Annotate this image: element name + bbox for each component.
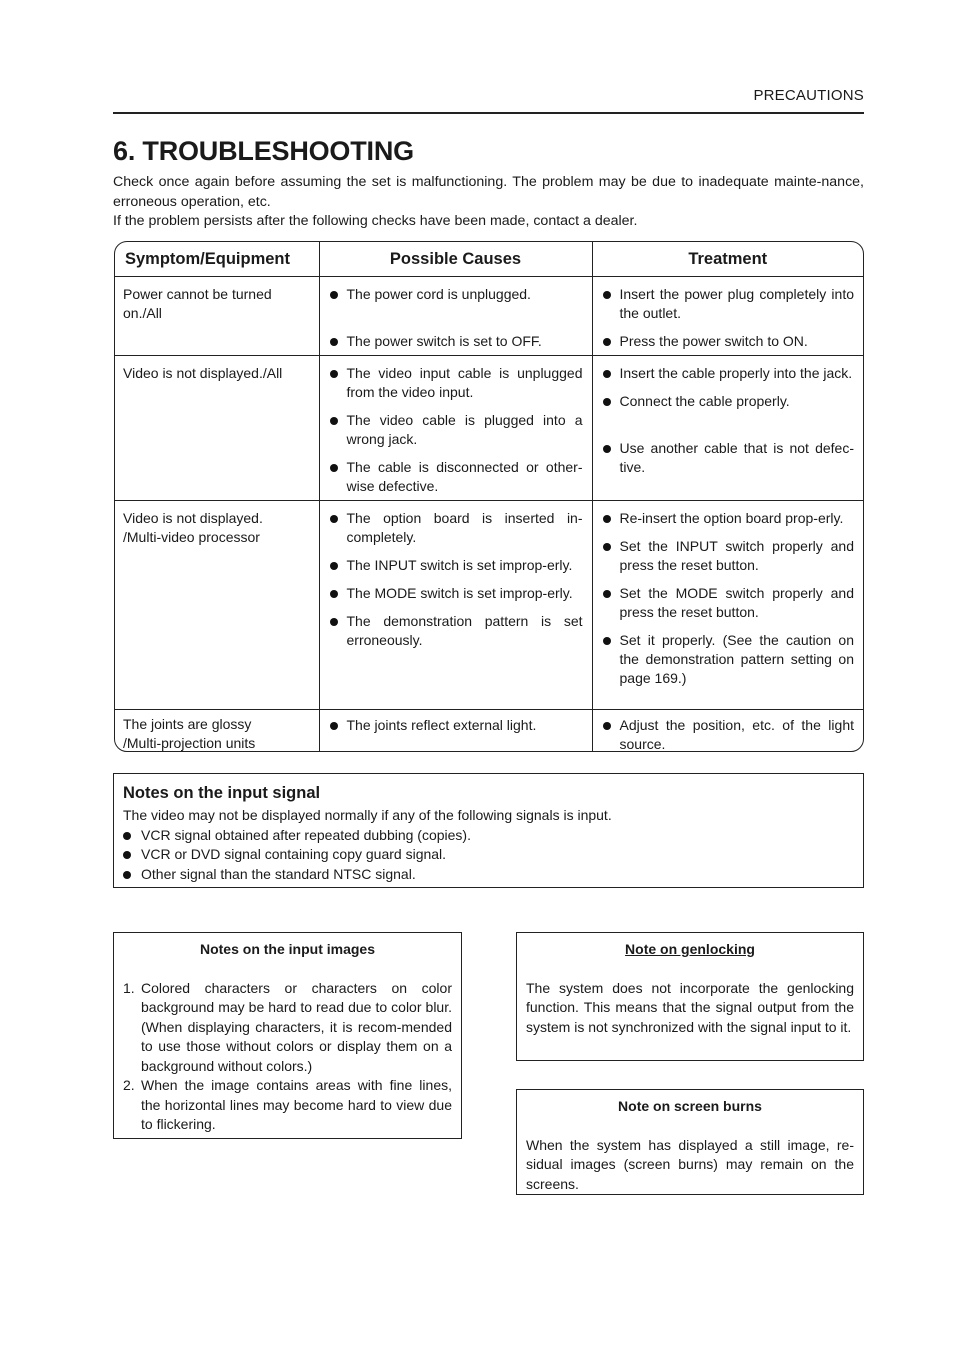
header-treatment: Treatment bbox=[592, 242, 863, 277]
cause-item: The option board is inserted in-completely. bbox=[330, 509, 583, 547]
item-number: 1. bbox=[123, 979, 135, 996]
treatment-cell bbox=[592, 277, 863, 356]
intro-line-1: Check once again before assuming the set is malfunctioning. The problem may be due to inadequate mainte-nance, erroneous operation, etc. bbox=[113, 174, 864, 210]
cause-item: The power switch is set to OFF. bbox=[330, 332, 583, 351]
symptom-line: Video is not displayed. bbox=[123, 510, 263, 526]
intro-line-2: If the problem persists after the following checks have been made, contact a dealer. bbox=[113, 213, 638, 229]
table-row bbox=[115, 710, 863, 753]
header-causes: Possible Causes bbox=[319, 242, 592, 277]
intro-text bbox=[113, 173, 864, 232]
treatment-item: Adjust the position, etc. of the light source. bbox=[603, 716, 855, 752]
symptom-line: /Multi-video processor bbox=[123, 529, 260, 545]
symptom-cell bbox=[115, 277, 319, 356]
signal-list-item: VCR signal obtained after repeated dubbing (copies). bbox=[123, 826, 854, 846]
treatment-item: Insert the cable properly into the jack. bbox=[603, 364, 855, 383]
treatment-item: Press the power switch to ON. bbox=[603, 332, 855, 351]
genlock-title: Note on genlocking bbox=[625, 941, 755, 957]
cause-item: The video input cable is unplugged from the video input. bbox=[330, 364, 583, 402]
table-row bbox=[115, 501, 863, 710]
treatment-item: Set it properly. (See the caution on the demonstration pattern setting on page 169.) bbox=[603, 631, 855, 688]
cause-item: The video cable is plugged into a wrong jack. bbox=[330, 411, 583, 449]
numbered-item bbox=[123, 979, 452, 1077]
notes-images-title: Notes on the input images bbox=[199, 941, 375, 957]
table-row bbox=[115, 356, 863, 501]
genlock-text: The system does not incorporate the genlocking function. This means that the signal output from the system is not synchronized with the signal input to it. bbox=[526, 979, 854, 1035]
section-header: PRECAUTIONS bbox=[753, 87, 864, 104]
causes-cell bbox=[319, 277, 592, 356]
symptom-cell bbox=[115, 501, 319, 710]
treatment-item: Connect the cable properly. bbox=[603, 392, 855, 411]
note-screen-burns-box bbox=[516, 1089, 864, 1195]
treatment-item: Insert the power plug completely into the outlet. bbox=[603, 285, 855, 323]
symptom-text: Power cannot be turned on./All bbox=[123, 286, 272, 321]
symptom-cell bbox=[115, 356, 319, 501]
treatment-item: Re-insert the option board prop-erly. bbox=[603, 509, 855, 528]
treatment-cell bbox=[592, 501, 863, 710]
treatment-item: Use another cable that is not defec-tive. bbox=[603, 439, 855, 477]
cause-item: The demonstration pattern is set erroneously. bbox=[330, 612, 583, 650]
item-text: When the image contains areas with fine lines, the horizontal lines may become hard to view due to flickering. bbox=[141, 1077, 452, 1132]
header-rule bbox=[113, 112, 864, 114]
burns-text: When the system has displayed a still image, re-sidual images (screen burns) may remain on the screens. bbox=[526, 1136, 854, 1192]
causes-cell bbox=[319, 501, 592, 710]
treatment-cell bbox=[592, 356, 863, 501]
treatment-cell bbox=[592, 710, 863, 753]
notes-signal-intro: The video may not be displayed normally if any of the following signals is input. bbox=[123, 807, 612, 823]
numbered-item bbox=[123, 1076, 452, 1135]
causes-cell bbox=[319, 710, 592, 753]
table-row bbox=[115, 277, 863, 356]
page-title: 6. TROUBLESHOOTING bbox=[113, 136, 414, 166]
notes-signal-title: Notes on the input signal bbox=[123, 784, 321, 802]
header-symptom: Symptom/Equipment bbox=[115, 242, 319, 277]
burns-title: Note on screen burns bbox=[618, 1098, 762, 1114]
cause-item: The INPUT switch is set improp-erly. bbox=[330, 556, 583, 575]
troubleshooting-table bbox=[114, 241, 864, 752]
cause-item: The cable is disconnected or other-wise defective. bbox=[330, 458, 583, 496]
cause-item: The joints reflect external light. bbox=[330, 716, 583, 735]
cause-item: The power cord is unplugged. bbox=[330, 285, 583, 304]
symptom-text: Video is not displayed./All bbox=[123, 365, 283, 381]
notes-input-images-box bbox=[113, 932, 462, 1139]
treatment-item: Set the MODE switch properly and press the reset button. bbox=[603, 584, 855, 622]
cause-item: The MODE switch is set improp-erly. bbox=[330, 584, 583, 603]
item-number: 2. bbox=[123, 1077, 135, 1093]
notes-input-signal-box bbox=[113, 773, 864, 888]
causes-cell bbox=[319, 356, 592, 501]
signal-list-item: VCR or DVD signal containing copy guard signal. bbox=[123, 845, 854, 865]
treatment-item: Set the INPUT switch properly and press the reset button. bbox=[603, 537, 855, 575]
note-genlocking-box bbox=[516, 932, 864, 1061]
signal-list-item: Other signal than the standard NTSC signal. bbox=[123, 865, 854, 885]
item-text: Colored characters or characters on color background may be hard to read due to color blur. (When displaying characters, it is recom-mended to use those without colors or display them on a background without colors.) bbox=[141, 979, 452, 1074]
symptom-line: The joints are glossy bbox=[123, 716, 252, 732]
symptom-cell bbox=[115, 710, 319, 753]
symptom-line: /Multi-projection units bbox=[123, 735, 256, 751]
